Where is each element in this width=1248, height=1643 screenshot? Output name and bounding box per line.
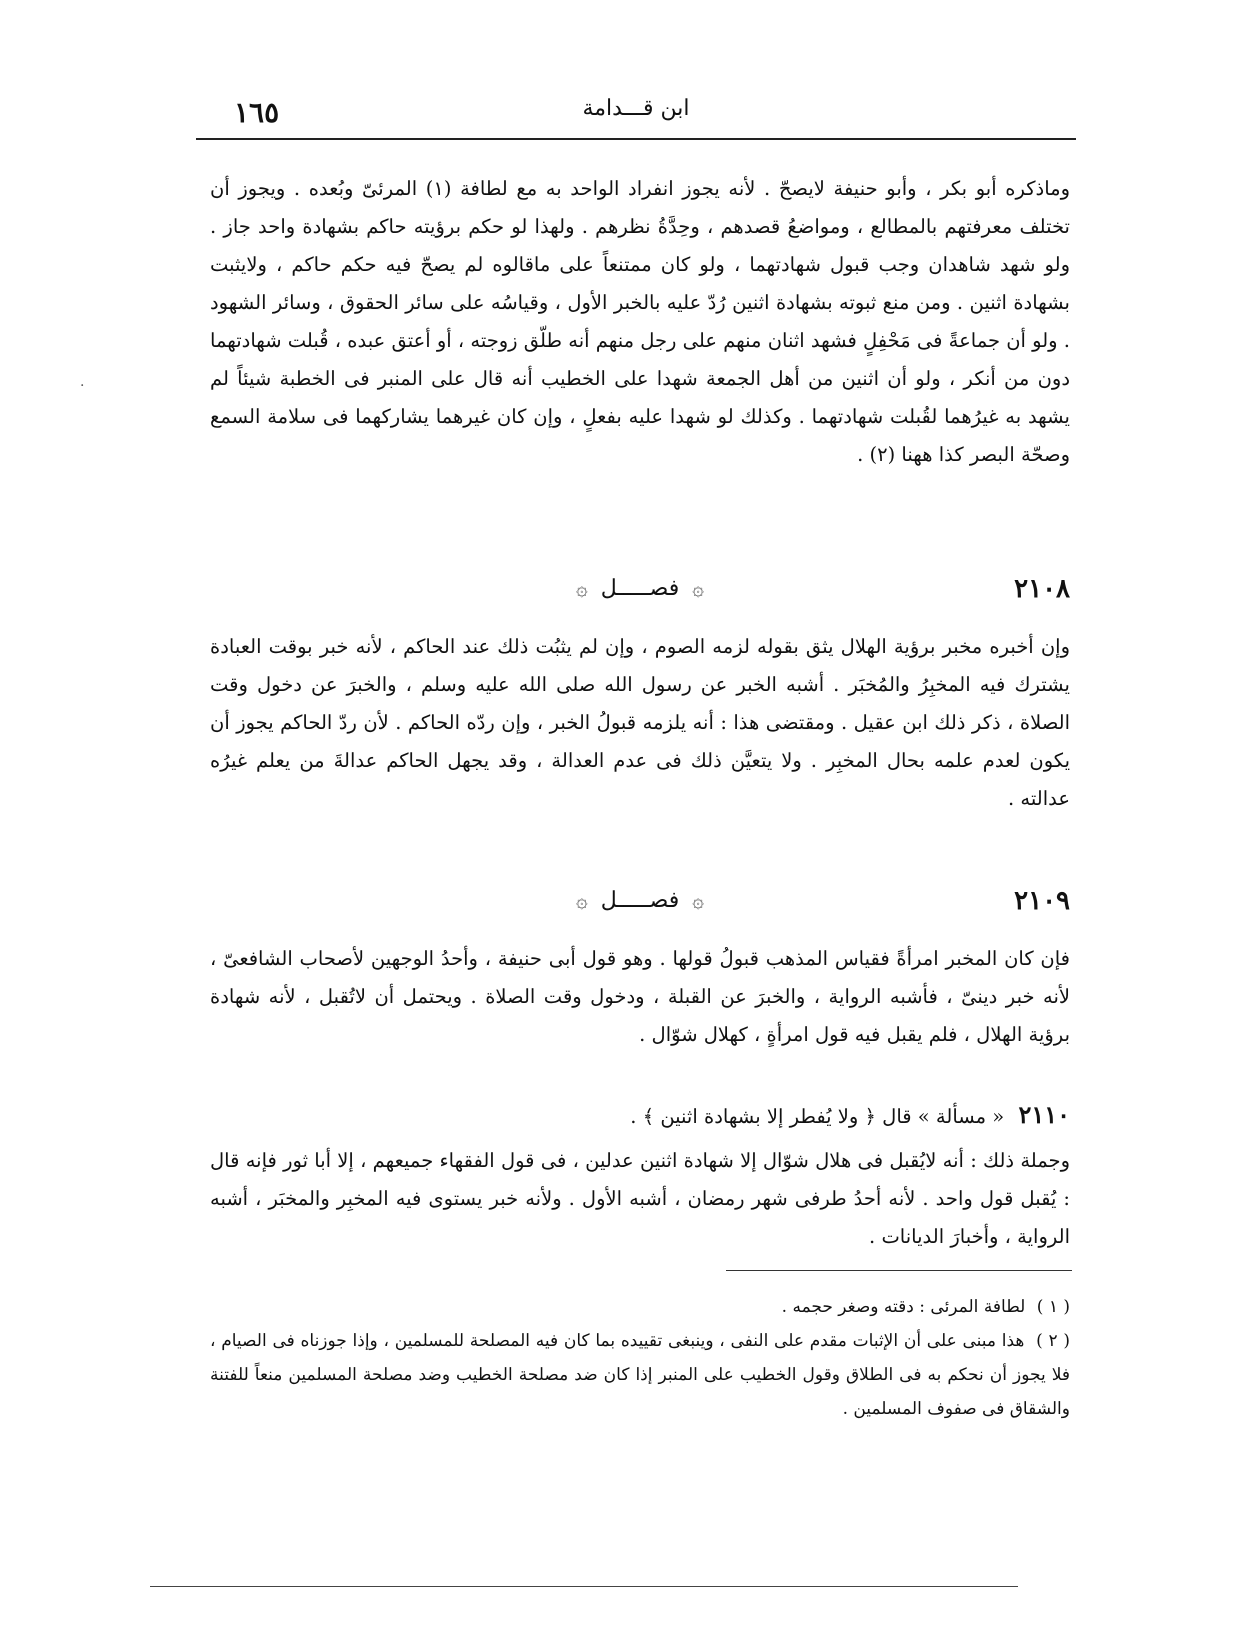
footnote-marker: ( ٢ ) [1036,1331,1070,1351]
ornament-icon: ۞ [692,576,704,600]
footnote-1 [210,1290,1070,1324]
ornament-icon: ۞ [576,888,588,912]
bottom-rule [150,1586,1018,1587]
footnote-rule [726,1270,1072,1271]
footnote-2 [210,1324,1070,1426]
footnotes [210,1290,1070,1426]
paragraph-1: وماذكره أبو بكر ، وأبو حنيفة لايصحّ . لأنه يجوز انفراد الواحد به مع لطافة (١) المرئىّ وبُعده . ويجوز أن تختلف معرفتهم بالمطالع ، ومواضعُ قصدهم ، وحِدَّةُ نظرهم . ولهذا لو حكم برؤيته حاكم بشهادة واحد جاز . ولو شهد شاهدان وجب قبول شهادتهما ، ولو كان ممتنعاً على ماقالوه لم يصحّ فيه حكم حاكم ، ولايثبت بشهادة اثنين . ومن منع ثبوته بشهادة اثنين رُدّ عليه بالخبر الأول ، وقياسُه على سائر الحقوق ، وسائر الشهود . ولو أن جماعةً فى مَحْفِلٍ فشهد اثنان منهم على رجل منهم أنه طلّق زوجته ، أو أعتق عبده ، قُبلت شهادتهما دون من أنكر ، ولو أن اثنين من أهل الجمعة شهدا على الخطيب أنه قال على المنبر فى الخطبة شيئاً لم يشهد به غيرُهما لقُبلت شهادتهما . وكذلك لو شهدا عليه بفعلٍ ، وإن كان غيرهما يشاركهما فى سلامة السمع وصحّة البصر كذا ههنا (٢) . [210,177,1070,466]
margin-mark: · [80,378,85,394]
section-title-text: فصـــــل [600,576,680,601]
ornament-icon: ۞ [692,888,704,912]
section-number: ٢١٠٩ [1014,886,1070,916]
page-header [196,92,1076,134]
paragraph-4: وجملة ذلك : أنه لايُقبل فى هلال شوّال إلا شهادة اثنين عدلين ، فى قول الفقهاء جميعهم ، إلا أبا ثور فإنه قال : يُقبل قول واحد . لأنه أحدُ طرفى شهر رمضان ، أشبه الأول . ولأنه خبر يستوى فيه المخبِر والمخبَر ، أشبه الرواية ، وأخبارَ الديانات . [210,1149,1070,1248]
section-title-text: فصـــــل [600,888,680,913]
section-title [210,888,1070,913]
masala-line [210,1096,1070,1136]
section-number: ٢١٠٨ [1014,574,1070,604]
section-heading-2109 [210,884,1070,928]
paragraph-3: فإن كان المخبر امرأةً فقياس المذهب قبولُ قولها . وهو قول أبى حنيفة ، وأحدُ الوجهين لأصحاب الشافعىّ ، لأنه خبر دينىّ ، فأشبه الرواية ، والخبرَ عن القبلة ، ودخول وقت الصلاة . ويحتمل أن لاتُقبل ، لأنه شهادة برؤية الهلال ، فلم يقبل فيه قول امرأةٍ ، كهلال شوّال . [210,947,1070,1046]
section-heading-2108 [210,572,1070,616]
footnote-text: هذا مبنى على أن الإثبات مقدم على النفى ، وينبغى تقييده بما كان فيه المصلحة للمسلمين ، وإذا جوزناه فى الصيام ، فلا يجوز أن نحكم به فى الطلاق وقول الخطيب على المنبر إذا كان ضد مصلحة الخطيب وضد مصلحة المسلمين منعاً للفتنة والشقاق فى صفوف المسلمين . [210,1331,1070,1419]
header-rule [196,138,1076,140]
masala-number: ٢١١٠ [1018,1100,1070,1129]
footnote-marker: ( ١ ) [1036,1297,1070,1317]
page-number: ١٦٥ [234,96,280,129]
running-title: ابن قـــدامة [582,96,690,121]
ornament-icon: ۞ [576,576,588,600]
paragraph-2: وإن أخبره مخبر برؤية الهلال يثق بقوله لزمه الصوم ، وإن لم يثبُت ذلك عند الحاكم ، لأنه خبر بوقت العبادة يشترك فيه المخبِرُ والمُخبَر . أشبه الخبر عن رسول الله صلى الله عليه وسلم ، والخبرَ عن دخول وقت الصلاة ، ذكر ذلك ابن عقيل . ومقتضى هذا : أنه يلزمه قبولُ الخبر ، وإن ردّه الحاكم . لأن ردّ الحاكم يجوز أن يكون لعدم علمه بحال المخبِر . ولا يتعيَّن ذلك فى عدم العدالة ، وقد يجهل الحاكم عدالةَ من يعلم غيرُه عدالته . [210,635,1070,810]
footnote-text: لطافة المرئى : دقته وصغر حجمه . [781,1297,1026,1317]
section-title [210,576,1070,601]
masala-text: « مسألة » قال ﴿ ولا يُفطر إلا بشهادة اثنين ﴾ . [630,1105,1005,1128]
